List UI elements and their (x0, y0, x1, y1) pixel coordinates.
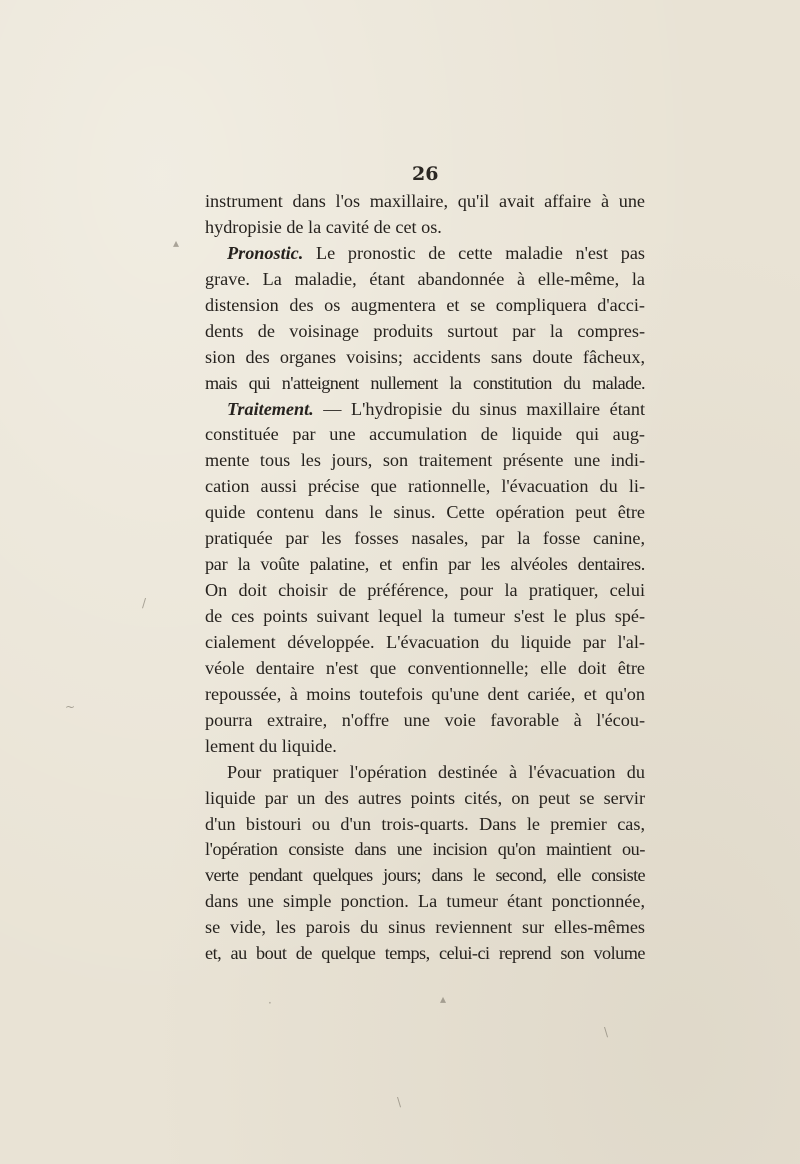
page-number: 26 (412, 163, 439, 185)
text-line: grave. La maladie, étant abandonnée à elle-même, la (205, 268, 645, 289)
paper-speck: / (142, 596, 147, 610)
text-line: verte pendant quelques jours; dans le second, elle consiste (205, 865, 645, 886)
text-line: instrument dans l'os maxillaire, qu'il avait affaire à une (205, 191, 645, 211)
text-line: distension des os augmentera et se compliquera d'acci- (205, 294, 645, 315)
text-line: Pour pratiquer l'opération destinée à l'évacuation du (227, 761, 645, 782)
text-line (205, 241, 645, 267)
section-heading-traitement: Traitement. (227, 398, 314, 419)
text-line: pourra extraire, n'offre une voie favorable à l'écou- (205, 709, 645, 730)
paper-speck: \ (397, 1095, 402, 1109)
text-line: dents de voisinage produits surtout par la compres- (205, 320, 645, 341)
text-line: cation aussi précise que rationnelle, l'évacuation du li- (205, 476, 645, 497)
paper-speck: \ (604, 1025, 609, 1039)
text-line: mais qui n'atteignent nullement la constitution du malade. (205, 372, 645, 393)
text-line: dans une simple ponction. La tumeur étant ponctionnée, (205, 891, 645, 912)
text-line: de ces points suivant lequel la tumeur s'est le plus spé- (205, 606, 645, 626)
text-line: On doit choisir de préférence, pour la pratiquer, celui (205, 580, 645, 601)
text-line: se vide, les parois du sinus reviennent sur elles-mêmes (205, 917, 645, 938)
section-heading-pronostic: Pronostic. (227, 242, 304, 263)
paper-speck: · (268, 996, 272, 1010)
text-line-rest: — L'hydropisie du sinus maxillaire étant (323, 398, 645, 419)
text-line: hydropisie de la cavité de cet os. (205, 216, 442, 237)
text-line: l'opération consiste dans une incision qu'on maintient ou- (205, 839, 645, 860)
text-line: cialement développée. L'évacuation du liquide par l'al- (205, 631, 645, 652)
text-line: constituée par une accumulation de liquide qui aug- (205, 424, 645, 445)
text-line: mente tous les jours, son traitement présente une indi- (205, 450, 645, 471)
text-line: liquide par un des autres points cités, on peut se servir (205, 787, 645, 808)
body-text (205, 189, 645, 967)
text-line: par la voûte palatine, et enfin par les alvéoles dentaires. (205, 554, 645, 575)
paper-speck: ▴ (440, 992, 447, 1006)
text-line: véole dentaire n'est que conventionnelle; elle doit être (205, 657, 645, 678)
text-line (205, 397, 645, 423)
text-line: lement du liquide. (205, 735, 337, 756)
text-line: quide contenu dans le sinus. Cette opération peut être (205, 502, 645, 523)
paper-speck: ▴ (173, 236, 180, 250)
text-line: d'un bistouri ou d'un trois-quarts. Dans le premier cas, (205, 813, 645, 834)
text-line: repoussée, à moins toutefois qu'une dent cariée, et qu'on (205, 683, 645, 704)
text-line: et, au bout de quelque temps, celui-ci reprend son volume (205, 943, 645, 964)
text-line: pratiquée par les fosses nasales, par la fosse canine, (205, 528, 645, 549)
text-line-rest: Le pronostic de cette maladie n'est pas (316, 242, 646, 263)
paper-speck: ~ (65, 700, 76, 714)
text-line: sion des organes voisins; accidents sans doute fâcheux, (205, 346, 645, 367)
